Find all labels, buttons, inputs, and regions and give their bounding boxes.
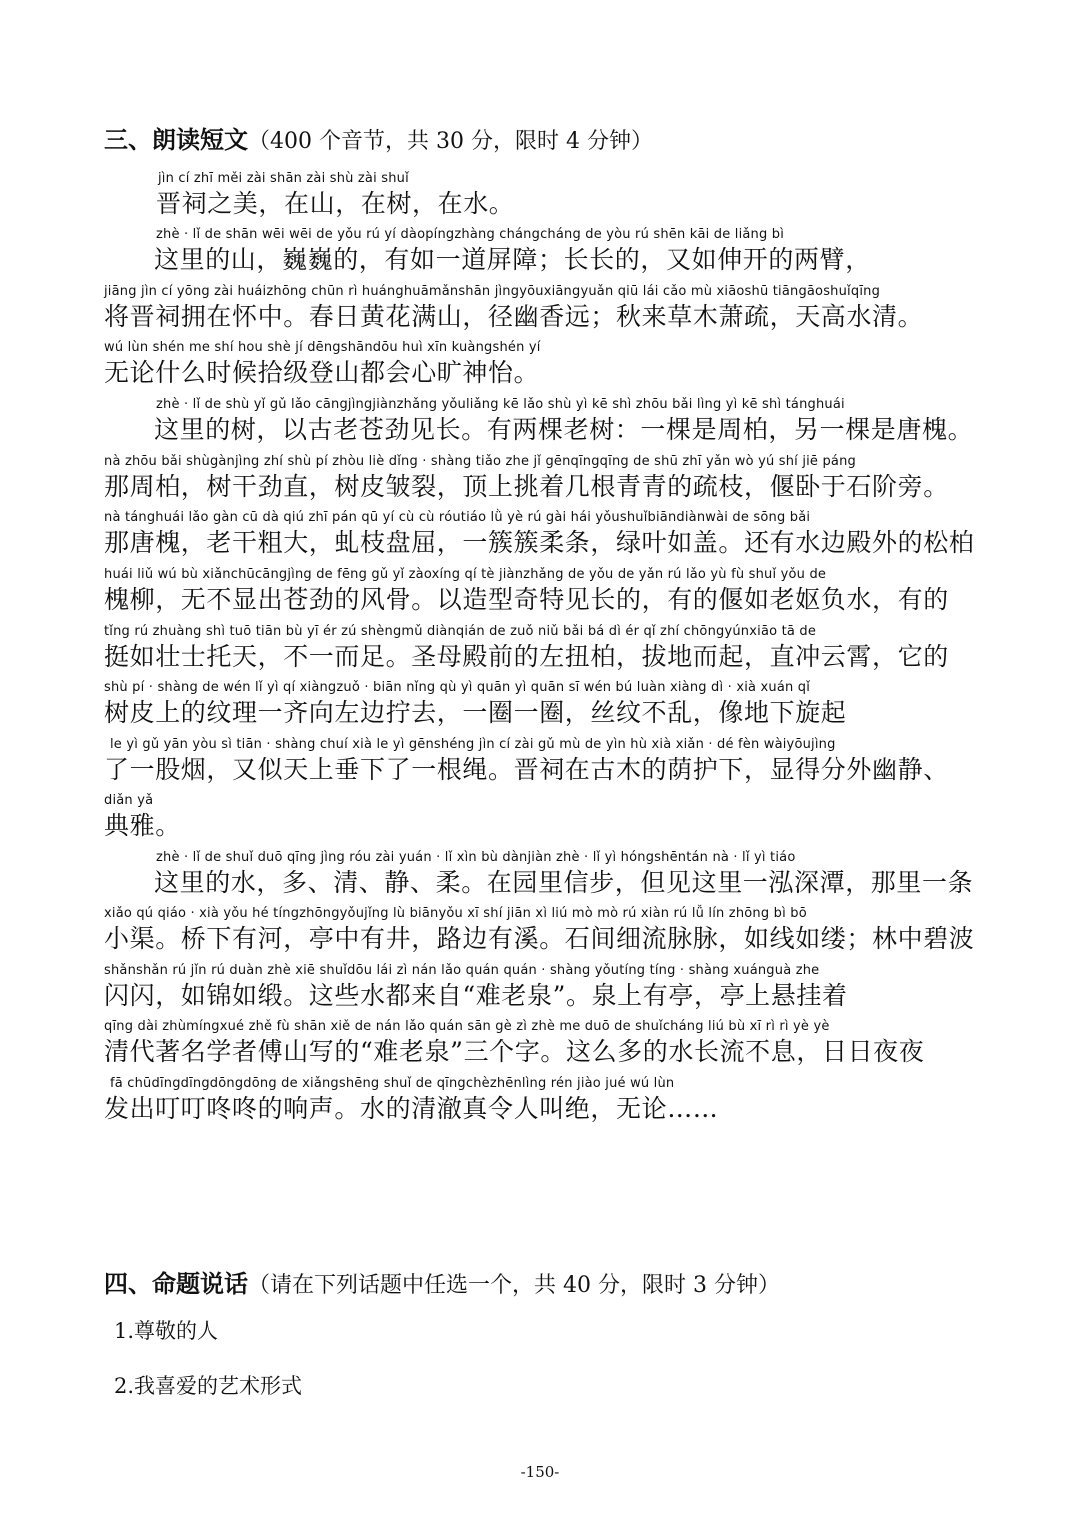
pinyin-line: le yì gǔ yān yòu sì tiān · shàng chuí xià le yì gēnshéng jìn cí zài gǔ mù de yìn hù xià xiǎn · dé fèn wàiyōujìng xyxy=(110,737,836,752)
section-4-note: （请在下列话题中任选一个，共 40 分，限时 3 分钟） xyxy=(248,1273,780,1298)
pinyin-line: zhè · lǐ de shù yǐ gǔ lǎo cāngjìngjiànzhǎng yǒuliǎng kē lǎo shù yì kē shì zhōu bǎi lìng yì kē shì tánghuái xyxy=(156,397,845,412)
section-3-heading xyxy=(104,120,653,155)
page-number: -150- xyxy=(520,1463,560,1481)
topic-item: 2.我喜爱的艺术形式 xyxy=(114,1374,303,1398)
pinyin-line: shù pí · shàng de wén lǐ yì qí xiàngzuǒ · biān nǐng qù yì quān yì quān sī wén bú luàn xiàng dì · xià xuán qǐ xyxy=(104,680,811,695)
topic-item: 1.尊敬的人 xyxy=(114,1319,219,1343)
text-line: 清代著名学者傅山写的“难老泉”三个字。这么多的水长流不息，日日夜夜 xyxy=(104,1037,925,1066)
text-line: 这里的山，巍巍的，有如一道屏障；长长的，又如伸开的两臂， xyxy=(154,245,871,274)
pinyin-line: jìn cí zhī měi zài shān zài shù zài shuǐ xyxy=(158,171,409,186)
pinyin-line: xiǎo qú qiáo · xià yǒu hé tíngzhōngyǒujǐng lù biānyǒu xī shí jiān xì liú mò mò rú xiàn rú lǚ lín zhōng bì bō xyxy=(104,906,807,921)
text-line: 挺如壮士托天，不一而足。圣母殿前的左扭柏，拔地而起，直冲云霄，它的 xyxy=(104,642,949,671)
text-line: 槐柳，无不显出苍劲的风骨。以造型奇特见长的，有的偃如老妪负水，有的 xyxy=(104,585,949,614)
pinyin-line: fā chūdīngdīngdōngdōng de xiǎngshēng shuǐ de qīngchèzhēnlìng rén jiào jué wú lùn xyxy=(110,1076,675,1091)
pinyin-line: nà tánghuái lǎo gàn cū dà qiú zhī pán qū yí cù cù róutiáo lǜ yè rú gài hái yǒushuǐbiāndiànwài de sōng bǎi xyxy=(104,510,811,525)
pinyin-line: diǎn yǎ xyxy=(104,793,154,808)
section-3-title: 三、朗读短文 xyxy=(104,126,248,154)
text-line: 这里的水，多、清、静、柔。在园里信步，但见这里一泓深潭，那里一条 xyxy=(154,868,974,897)
text-line: 树皮上的纹理一齐向左边拧去，一圈一圈，丝纹不乱，像地下旋起 xyxy=(104,698,847,727)
text-line: 将晋祠拥在怀中。春日黄花满山，径幽香远；秋来草木萧疏，天高水清。 xyxy=(104,302,924,331)
text-line: 晋祠之美，在山，在树，在水。 xyxy=(156,189,515,218)
text-line: 那周柏，树干劲直，树皮皱裂，顶上挑着几根青青的疏枝，偃卧于石阶旁。 xyxy=(104,472,949,501)
pinyin-line: zhè · lǐ de shān wēi wēi de yǒu rú yí dàopíngzhàng chángcháng de yòu rú shēn kāi de liǎng bì xyxy=(156,227,785,242)
section-3-note: （400 个音节，共 30 分，限时 4 分钟） xyxy=(248,129,653,154)
text-line: 无论什么时候拾级登山都会心旷神怡。 xyxy=(104,358,540,387)
pinyin-line: huái liǔ wú bù xiǎnchūcāngjìng de fēng gǔ yǐ zàoxíng qí tè jiànzhǎng de yǒu de yǎn rú lǎo yù fù shuǐ yǒu de xyxy=(104,567,827,582)
pinyin-line: shǎnshǎn rú jǐn rú duàn zhè xiē shuǐdōu lái zì nán lǎo quán quán · shàng yǒutíng tíng · shàng xuánguà zhe xyxy=(104,963,820,978)
pinyin-line: jiāng jìn cí yōng zài huáizhōng chūn rì huánghuāmǎnshān jìngyōuxiāngyuǎn qiū lái cǎo mù xiāoshū tiāngāoshuǐqīng xyxy=(104,284,881,299)
pinyin-line: zhè · lǐ de shuǐ duō qīng jìng róu zài yuán · lǐ xìn bù dànjiàn zhè · lǐ yì hóngshēntán nà · lǐ yì tiáo xyxy=(156,850,796,865)
text-line: 闪闪，如锦如缎。这些水都来自“难老泉”。泉上有亭，亭上悬挂着 xyxy=(104,981,848,1010)
pinyin-line: qīng dài zhùmíngxué zhě fù shān xiě de nán lǎo quán sān gè zì zhè me duō de shuǐcháng liú bù xī rì rì yè yè xyxy=(104,1019,830,1034)
text-line: 了一股烟，又似天上垂下了一根绳。晋祠在古木的荫护下，显得分外幽静、 xyxy=(104,755,949,784)
pinyin-line: nà zhōu bǎi shùgànjìng zhí shù pí zhòu liè dǐng · shàng tiǎo zhe jǐ gēnqīngqīng de shū zhī yǎn wò yú shí jiē páng xyxy=(104,454,856,469)
section-4-heading xyxy=(104,1264,780,1299)
pinyin-line: wú lùn shén me shí hou shè jí dēngshāndōu huì xīn kuàngshén yí xyxy=(104,340,541,355)
pinyin-line: tǐng rú zhuàng shì tuō tiān bù yī ér zú shèngmǔ diànqián de zuǒ niǔ bǎi bá dì ér qǐ zhí chōngyúnxiāo tā de xyxy=(104,624,817,639)
text-line: 典雅。 xyxy=(104,811,181,840)
text-line: 小渠。桥下有河，亭中有井，路边有溪。石间细流脉脉，如线如缕；林中碧波 xyxy=(104,924,975,953)
text-line: 那唐槐，老干粗大，虬枝盘屈，一簇簇柔条，绿叶如盖。还有水边殿外的松柏 xyxy=(104,528,975,557)
section-4-title: 四、命题说话 xyxy=(104,1270,248,1298)
text-line: 这里的树，以古老苍劲见长。有两棵老树：一棵是周柏，另一棵是唐槐。 xyxy=(154,415,974,444)
text-line: 发出叮叮咚咚的响声。水的清澈真令人叫绝，无论…… xyxy=(104,1094,719,1123)
